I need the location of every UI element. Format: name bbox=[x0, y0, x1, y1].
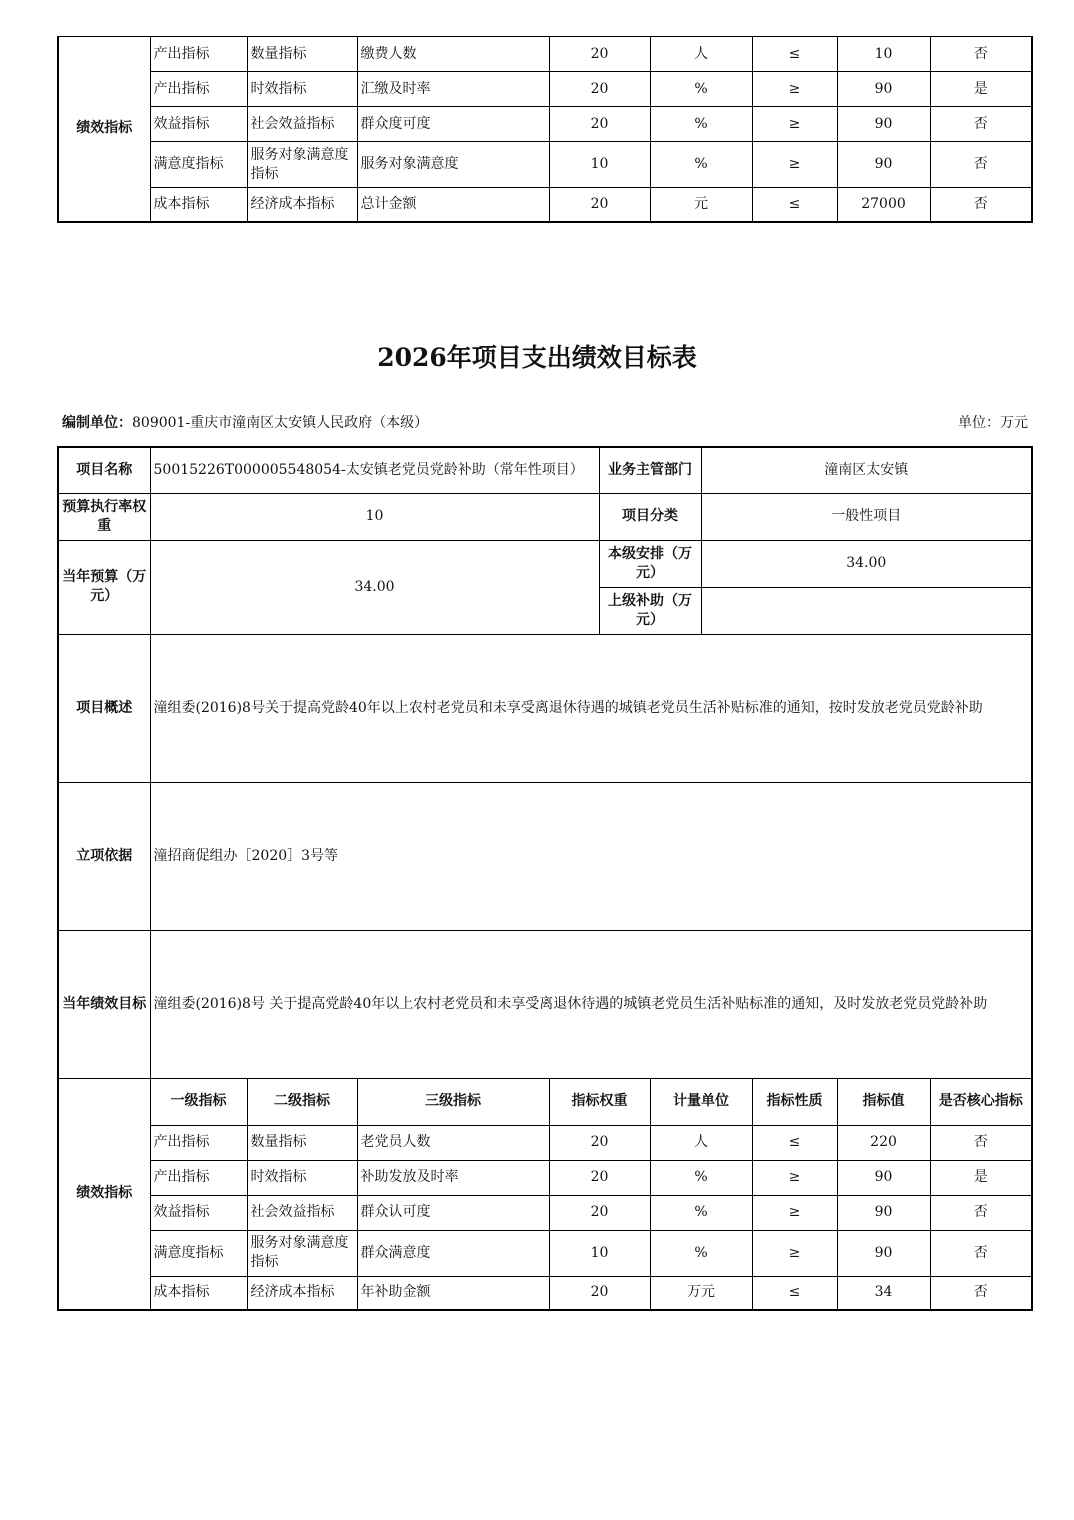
table-row bbox=[58, 1195, 1032, 1230]
table-cell: 27000 bbox=[837, 188, 930, 222]
table-cell: ≥ bbox=[752, 1230, 837, 1276]
table-cell: 否 bbox=[930, 37, 1032, 72]
table-cell: 90 bbox=[837, 142, 930, 188]
column-header: 指标值 bbox=[837, 1078, 930, 1125]
column-header: 是否核心指标 bbox=[930, 1078, 1032, 1125]
table-cell: 社会效益指标 bbox=[247, 107, 357, 142]
section-label: 绩效指标 bbox=[58, 1078, 150, 1310]
table-cell: 群众度可度 bbox=[357, 107, 549, 142]
table-cell: 否 bbox=[930, 1125, 1032, 1160]
prepared-by-value: 809001-重庆市潼南区太安镇人民政府（本级） bbox=[132, 415, 429, 431]
table-cell: 产出指标 bbox=[150, 1160, 247, 1195]
upper-value bbox=[701, 587, 1032, 634]
table-cell: 数量指标 bbox=[247, 1125, 357, 1160]
unit-label: 单位：万元 bbox=[958, 415, 1028, 431]
table-cell: ≥ bbox=[752, 1160, 837, 1195]
table-cell: ≥ bbox=[752, 1195, 837, 1230]
project-name-label: 项目名称 bbox=[58, 447, 150, 493]
table-cell: 总计金额 bbox=[357, 188, 549, 222]
goal-label: 当年绩效目标 bbox=[58, 930, 150, 1078]
table-cell: 否 bbox=[930, 188, 1032, 222]
table-cell: 90 bbox=[837, 1195, 930, 1230]
budget-label: 当年预算（万元） bbox=[58, 540, 150, 634]
table-cell: 是 bbox=[930, 72, 1032, 107]
table-cell: 否 bbox=[930, 1276, 1032, 1310]
table-cell: 90 bbox=[837, 107, 930, 142]
table-cell: 否 bbox=[930, 1230, 1032, 1276]
table-cell: ≥ bbox=[752, 107, 837, 142]
table-cell: 元 bbox=[650, 188, 752, 222]
table-cell: 时效指标 bbox=[247, 72, 357, 107]
table-row bbox=[58, 72, 1032, 107]
table-cell: 补助发放及时率 bbox=[357, 1160, 549, 1195]
table-cell: 数量指标 bbox=[247, 37, 357, 72]
category-value: 一般性项目 bbox=[701, 493, 1032, 540]
table-cell: ≤ bbox=[752, 1125, 837, 1160]
table-cell: 20 bbox=[549, 72, 650, 107]
table-cell: 产出指标 bbox=[150, 37, 247, 72]
basis-label: 立项依据 bbox=[58, 782, 150, 930]
table-cell: 成本指标 bbox=[150, 1276, 247, 1310]
indicator-header-row bbox=[58, 1078, 1032, 1125]
table-cell: 220 bbox=[837, 1125, 930, 1160]
table-cell: ≤ bbox=[752, 1276, 837, 1310]
table-cell: 老党员人数 bbox=[357, 1125, 549, 1160]
upper-label: 上级补助（万元） bbox=[599, 587, 701, 634]
performance-target-table bbox=[57, 446, 1033, 1311]
table-cell: 10 bbox=[837, 37, 930, 72]
prepared-by-label: 编制单位： bbox=[62, 415, 132, 431]
basis-value: 潼招商促组办［2020］3号等 bbox=[150, 782, 1032, 930]
previous-indicator-table bbox=[57, 36, 1033, 223]
column-header: 三级指标 bbox=[357, 1078, 549, 1125]
table-cell: 群众认可度 bbox=[357, 1195, 549, 1230]
project-name: 50015226T000005548054-太安镇老党员党龄补助（常年性项目） bbox=[150, 447, 599, 493]
table-cell: 20 bbox=[549, 1125, 650, 1160]
table-cell: 20 bbox=[549, 1276, 650, 1310]
table-cell: 10 bbox=[549, 142, 650, 188]
table-cell: 90 bbox=[837, 1230, 930, 1276]
column-header: 计量单位 bbox=[650, 1078, 752, 1125]
table-cell: 汇缴及时率 bbox=[357, 72, 549, 107]
table-row bbox=[58, 37, 1032, 72]
table-cell: 20 bbox=[549, 1195, 650, 1230]
category-label: 项目分类 bbox=[599, 493, 701, 540]
overview-label: 项目概述 bbox=[58, 634, 150, 782]
table-cell: 效益指标 bbox=[150, 107, 247, 142]
table-row bbox=[58, 188, 1032, 222]
table-cell: ≤ bbox=[752, 37, 837, 72]
exec-weight-value: 10 bbox=[150, 493, 599, 540]
table-cell: 34 bbox=[837, 1276, 930, 1310]
table-cell: 满意度指标 bbox=[150, 142, 247, 188]
table-cell: 时效指标 bbox=[247, 1160, 357, 1195]
local-value: 34.00 bbox=[701, 540, 1032, 587]
table-cell: % bbox=[650, 1195, 752, 1230]
table-cell: 人 bbox=[650, 1125, 752, 1160]
local-label: 本级安排（万元） bbox=[599, 540, 701, 587]
table-cell: 群众满意度 bbox=[357, 1230, 549, 1276]
table-cell: ≥ bbox=[752, 142, 837, 188]
goal-value: 潼组委(2016)8号 关于提高党龄40年以上农村老党员和未享受离退休待遇的城镇老党员生活补贴标准的通知，及时发放老党员党龄补助 bbox=[150, 930, 1032, 1078]
table-cell: % bbox=[650, 72, 752, 107]
table-cell: 效益指标 bbox=[150, 1195, 247, 1230]
table-cell: 人 bbox=[650, 37, 752, 72]
overview-value: 潼组委(2016)8号关于提高党龄40年以上农村老党员和未享受离退休待遇的城镇老党员生活补贴标准的通知，按时发放老党员党龄补助 bbox=[150, 634, 1032, 782]
table-row bbox=[58, 107, 1032, 142]
dept-value: 潼南区太安镇 bbox=[701, 447, 1032, 493]
table-cell: 社会效益指标 bbox=[247, 1195, 357, 1230]
table-cell: % bbox=[650, 1230, 752, 1276]
table-cell: 经济成本指标 bbox=[247, 188, 357, 222]
prepared-by bbox=[62, 412, 428, 432]
table-cell: 满意度指标 bbox=[150, 1230, 247, 1276]
column-header: 一级指标 bbox=[150, 1078, 247, 1125]
table-row bbox=[58, 1276, 1032, 1310]
table-row bbox=[58, 1125, 1032, 1160]
table-cell: 服务对象满意度指标 bbox=[247, 142, 357, 188]
table-cell: 否 bbox=[930, 1195, 1032, 1230]
page-title: 2026年项目支出绩效目标表 bbox=[377, 343, 697, 372]
table-cell: ≥ bbox=[752, 72, 837, 107]
table-cell: 缴费人数 bbox=[357, 37, 549, 72]
column-header: 指标性质 bbox=[752, 1078, 837, 1125]
table-cell: 服务对象满意度指标 bbox=[247, 1230, 357, 1276]
table-cell: 产出指标 bbox=[150, 72, 247, 107]
table-cell: 20 bbox=[549, 37, 650, 72]
column-header: 二级指标 bbox=[247, 1078, 357, 1125]
table-cell: 90 bbox=[837, 1160, 930, 1195]
table-cell: 90 bbox=[837, 72, 930, 107]
table-cell: 20 bbox=[549, 188, 650, 222]
exec-weight-label: 预算执行率权重 bbox=[58, 493, 150, 540]
table-cell: 20 bbox=[549, 107, 650, 142]
budget-value: 34.00 bbox=[150, 540, 599, 634]
table-cell: % bbox=[650, 142, 752, 188]
table-row bbox=[58, 1160, 1032, 1195]
table-row bbox=[58, 142, 1032, 188]
table-cell: 20 bbox=[549, 1160, 650, 1195]
column-header: 指标权重 bbox=[549, 1078, 650, 1125]
table-cell: 10 bbox=[549, 1230, 650, 1276]
table-cell: % bbox=[650, 107, 752, 142]
dept-label: 业务主管部门 bbox=[599, 447, 701, 493]
section-label: 绩效指标 bbox=[58, 37, 150, 222]
table-cell: 否 bbox=[930, 107, 1032, 142]
table-cell: 万元 bbox=[650, 1276, 752, 1310]
table-cell: 经济成本指标 bbox=[247, 1276, 357, 1310]
table-cell: 否 bbox=[930, 142, 1032, 188]
table-cell: ≤ bbox=[752, 188, 837, 222]
table-cell: 产出指标 bbox=[150, 1125, 247, 1160]
table-cell: 成本指标 bbox=[150, 188, 247, 222]
table-cell: 服务对象满意度 bbox=[357, 142, 549, 188]
table-row bbox=[58, 1230, 1032, 1276]
table-cell: % bbox=[650, 1160, 752, 1195]
table-cell: 是 bbox=[930, 1160, 1032, 1195]
table-cell: 年补助金额 bbox=[357, 1276, 549, 1310]
